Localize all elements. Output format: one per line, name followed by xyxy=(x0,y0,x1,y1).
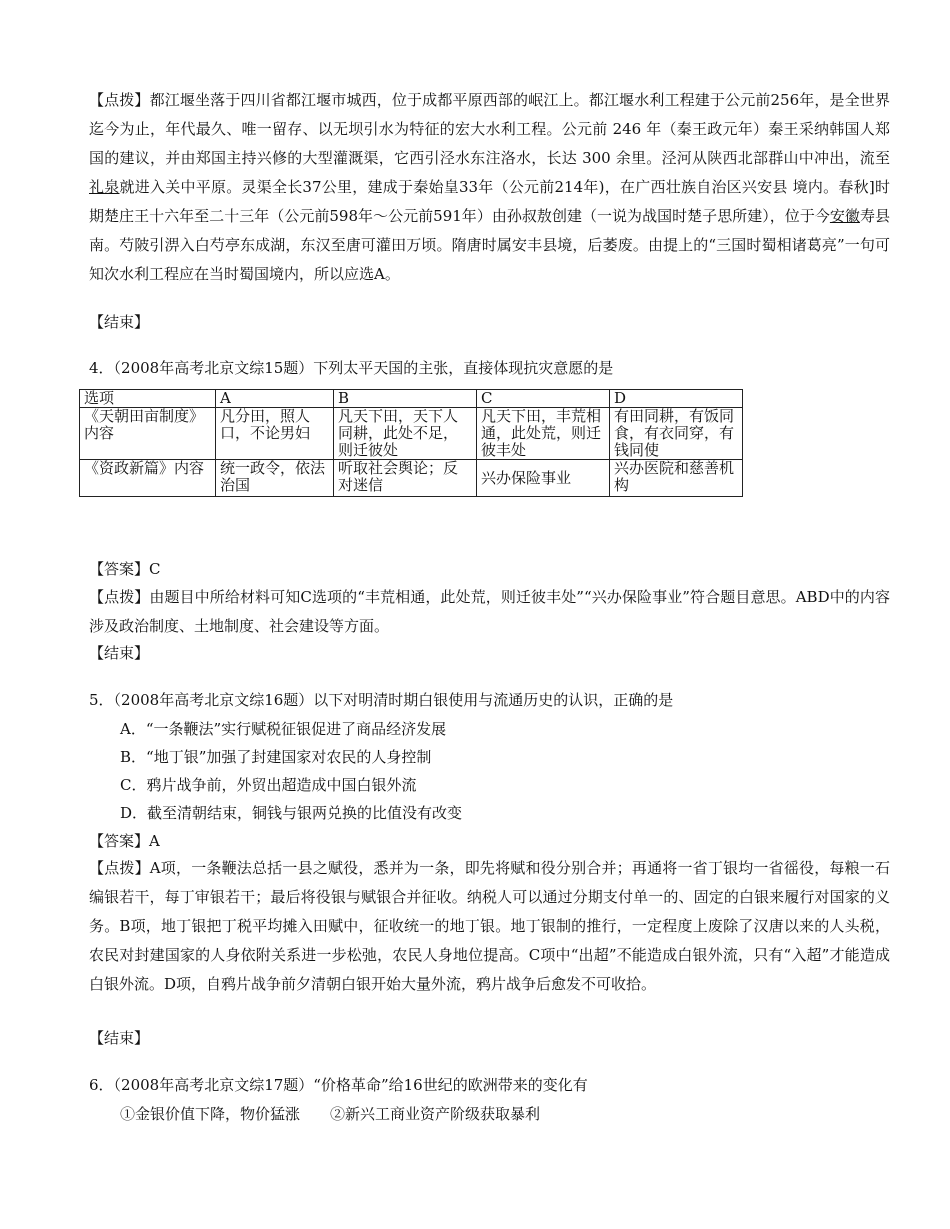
table-cell: 凡天下田，丰荒相通，此处荒，则迁彼丰处 xyxy=(477,408,610,460)
table-cell: 凡分田，照人口，不论男妇 xyxy=(216,408,334,460)
q5-option-a: A．“一条鞭法”实行赋税征银促进了商品经济发展 xyxy=(120,720,447,738)
table-header-cell: A xyxy=(216,390,334,408)
q5-stem: 5．（2008年高考北京文综16题）以下对明清时期白银使用与流通历史的认识，正确的是 xyxy=(89,691,674,709)
table-header-cell: C xyxy=(477,390,610,408)
q5-end-marker: 【结束】 xyxy=(89,1029,150,1047)
q3-end-marker: 【结束】 xyxy=(89,313,150,331)
table-cell: 凡天下田，天下人同耕，此处不足，则迁彼处 xyxy=(334,408,477,460)
q5-hint xyxy=(89,854,890,999)
q3-hint-text-2: 就进入关中平原。灵渠全长37公里，建成于秦始皇33年（公元前214年)，在广西壮族自治区兴安县 境内。春秋]时期楚庄王十六年至二十三年（公元前598年～公元前591年）由孙叔敖创建（一说为战国时楚子思所建），位于今 xyxy=(89,178,890,225)
table-header-cell: 选项 xyxy=(80,390,216,408)
q4-stem: 4．（2008年高考北京文综15题）下列太平天国的主张，直接体现抗灾意愿的是 xyxy=(89,359,614,377)
table-cell: 《资政新篇》内容 xyxy=(80,460,216,497)
q3-hint-underline-anhui: 安徽 xyxy=(829,207,860,225)
table-row xyxy=(80,460,743,497)
q3-hint-paragraph xyxy=(89,86,890,289)
q4-end-marker: 【结束】 xyxy=(89,644,150,662)
q3-hint-text-3: 寿县南。芍陂引淠入白芍亭东成湖，东汉至唐可灌田万顷。隋唐时属安丰县境，后萎废。由提上的“三国时蜀相诸葛亮”一句可知次水利工程应在当时蜀国境内，所以应选A。 xyxy=(89,207,890,283)
table-header-row xyxy=(80,390,743,408)
q5-hint-text: 【点拨】A项，一条鞭法总括一县之赋役，悉并为一条，即先将赋和役分别合并；再通将一省丁银均一省徭役，每粮一石编银若干，每丁审银若干；最后将役银与赋银合并征收。纳税人可以通过分期支付单一的、固定的白银来履行对国家的义务。B项，地丁银把丁税平均摊入田赋中，征收统一的地丁银。地丁银制的推行，一定程度上废除了汉唐以来的人头税，农民对封建国家的人身依附关系进一步松弛，农民人身地位提高。C项中“出超”不能造成白银外流，只有“入超”才能造成白银外流。D项，自鸦片战争前夕清朝白银开始大量外流，鸦片战争后愈发不可收拾。 xyxy=(89,859,890,993)
table-cell: 《天朝田亩制度》内容 xyxy=(80,408,216,460)
q6-statements: ①金银价值下降，物价猛涨 ②新兴工商业资产阶级获取暴利 xyxy=(120,1105,541,1123)
q5-option-c: C．鸦片战争前，外贸出超造成中国白银外流 xyxy=(120,776,417,794)
q5-answer: 【答案】A xyxy=(89,832,160,850)
table-cell: 统一政令，依法治国 xyxy=(216,460,334,497)
q3-hint-underline-lichuan: 礼泉 xyxy=(89,178,120,196)
q3-hint-text-1: 【点拨】都江堰坐落于四川省都江堰市城西，位于成都平原西部的岷江上。都江堰水利工程建于公元前256年，是全世界迄今为止，年代最久、唯一留存、以无坝引水为特征的宏大水利工程。公元前 246 年（秦王政元年）秦王采纳韩国人郑国的建议，并由郑国主持兴修的大型灌溉渠，它西引泾水东注洛水，长达 300 余里。泾河从陕西北部群山中冲出，流至 xyxy=(89,91,890,167)
q4-options-table xyxy=(79,389,743,497)
table-header-cell: D xyxy=(610,390,743,408)
table-cell: 兴办医院和慈善机构 xyxy=(610,460,743,497)
q5-option-b: B．“地丁银”加强了封建国家对农民的人身控制 xyxy=(120,748,432,766)
table-cell: 听取社会舆论；反对迷信 xyxy=(334,460,477,497)
table-header-cell: B xyxy=(334,390,477,408)
q6-stem: 6．（2008年高考北京文综17题）“价格革命”给16世纪的欧洲带来的变化有 xyxy=(89,1076,588,1094)
table-cell: 有田同耕，有饭同食，有衣同穿，有钱同使 xyxy=(610,408,743,460)
q4-hint-text: 【点拨】由题目中所给材料可知C选项的“丰荒相通，此处荒，则迁彼丰处”“兴办保险事业”符合题目意思。ABD中的内容涉及政治制度、土地制度、社会建设等方面。 xyxy=(89,588,890,635)
q5-option-d: D．截至清朝结束，铜钱与银两兑换的比值没有改变 xyxy=(120,804,463,822)
q4-hint xyxy=(89,583,890,641)
table-cell: 兴办保险事业 xyxy=(477,460,610,497)
q4-answer: 【答案】C xyxy=(89,560,161,578)
table-row xyxy=(80,408,743,460)
